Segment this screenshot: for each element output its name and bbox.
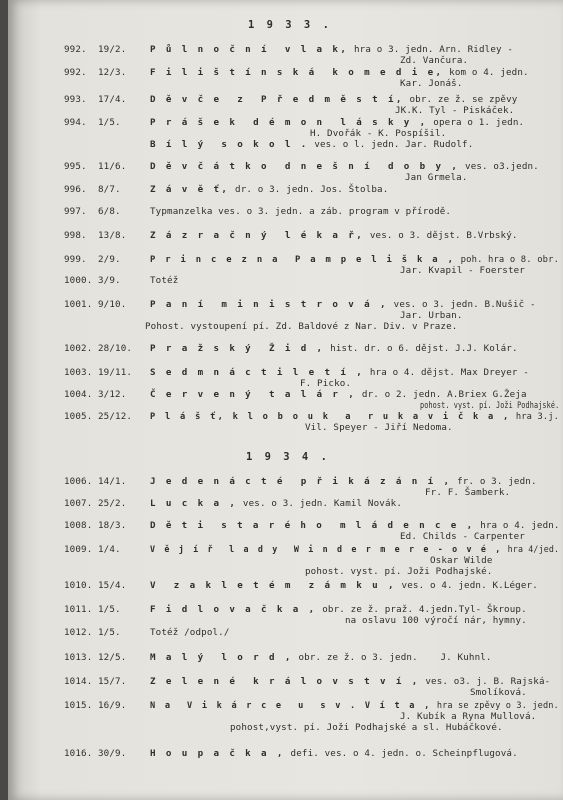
entry-number: 1008. (64, 520, 93, 531)
entry-number: 992. (64, 44, 87, 55)
entry-continuation: Jar. Kvapil - Foerster (400, 265, 525, 276)
entry-details: hra o 4. dějst. Max Dreyer - (364, 367, 529, 378)
entry-title: Z á v ě ť, (150, 184, 230, 195)
entry-continuation: Smolíková. (470, 687, 527, 698)
entry-title: P ů l n o č n í v l a k, (150, 44, 349, 55)
entry-title: P a n í m i n i s t r o v á , (150, 299, 388, 310)
entry-continuation: Pohost. vystoupení pí. Zd. Baldové z Nar. Div. v Praze. (145, 321, 458, 332)
entry-continuation: na oslavu 100 výročí nár, hymny. (345, 615, 527, 626)
entry-title: V ě j í ř l a d y W i n d e r m e r e - o v é , (150, 544, 503, 555)
entry-number: 1015. (64, 700, 93, 711)
entry-row (150, 627, 230, 638)
entry-title: P r a ž s k ý Ž i d , (150, 343, 325, 354)
entry-details: hra 3.j. (510, 411, 559, 422)
entry-continuation: Kar. Jonáš. (400, 78, 463, 89)
entry-number: 999. (64, 254, 87, 265)
entry-number: 1012. (64, 627, 93, 638)
entry-date: 28/10. (98, 343, 133, 354)
entry-date: 6/8. (98, 206, 121, 217)
entry-details: defi. ves. o 4. jedn. o. Scheinpflugová. (284, 748, 518, 759)
entry-continuation: pohost. vyst. pí. Joži Podhajské. (305, 566, 493, 577)
entry-details: fr. o 3. jedn. (451, 476, 537, 487)
entry-details: ves. o 4. jedn. K.Léger. (395, 580, 538, 591)
entry-title: L u c k a , (150, 498, 238, 509)
entry-row (150, 476, 537, 487)
entry-number: 992. (64, 67, 87, 78)
entry-row (150, 299, 536, 310)
entry-number: 995. (64, 161, 87, 172)
entry-number: 1005. (64, 411, 93, 422)
entry-number: 1009. (64, 544, 93, 555)
entry-title: M a l ý l o r d , (150, 652, 293, 663)
entry-continuation: Jar. Urban. (400, 310, 463, 321)
entry-details: ves. o 3. jedn. a záb. program v přírodě. (212, 206, 452, 217)
entry-details: ves. o 3. jedn. Kamil Novák. (237, 498, 403, 509)
entry-title: B í l ý s o k o l . (150, 139, 309, 150)
entry-row (150, 44, 513, 55)
entry-date: 19/2. (98, 44, 127, 55)
year-heading-1933: 1 9 3 3 . (248, 19, 332, 31)
entry-number: 1006. (64, 476, 93, 487)
entry-title: Z á z r a č n ý l é k a ř, (150, 230, 365, 241)
entry-date: 1/4. (98, 544, 121, 555)
entry-number: 997. (64, 206, 87, 217)
entry-row (150, 275, 178, 286)
entry-details: dr. o 2. jedn. A.Briex G.Žeja (356, 389, 527, 400)
entry-continuation: Fr. F. Šamberk. (425, 487, 511, 498)
entry-continuation: F. Picko. (300, 378, 352, 389)
entry-title: P l á š ť, k l o b o u k a r u k a v i č k a , (150, 411, 511, 422)
entry-title: D ě v č á t k o d n e š n í d o b y , (150, 161, 460, 172)
entry-continuation: Oskar Wilde (430, 555, 493, 566)
entry-row (150, 520, 560, 531)
entry-date: 3/12. (98, 389, 127, 400)
entry-number: 1011. (64, 604, 93, 615)
entry-number: 1016. (64, 748, 93, 759)
entry-row (150, 411, 559, 422)
entry-continuation: Vil. Speyer - Jiří Nedoma. (305, 422, 453, 433)
entry-details: hra o 3. jedn. Arn. Ridley - (348, 44, 514, 55)
entry-details: poh. hra o 8. obr. (455, 254, 560, 265)
entry-title: H o u p a č k a , (150, 748, 285, 759)
entry-date: 25/12. (98, 411, 133, 422)
entry-row (150, 676, 550, 687)
entry-title: Typmanzelka (150, 206, 213, 217)
entry-title: Totéž /odpol./ (150, 627, 230, 638)
entry-date: 11/6. (98, 161, 127, 172)
entry-title: Z e l e n é k r á l o v s t v í , (150, 676, 420, 687)
entry-number: 1007. (64, 498, 93, 509)
entry-details: opera o 1. jedn. (427, 117, 525, 128)
entry-title: F i d l o v a č k a , (150, 604, 317, 615)
entry-details: ves. o3.jedn. (459, 161, 539, 172)
entry-row (150, 604, 527, 615)
entry-continuation: pohost,vyst. pí. Joži Podhajské a sl. Hubáčkové. (230, 722, 503, 733)
entry-row (150, 206, 451, 217)
entry-details: obr. ze ž. praž. 4.jedn.Tyl- Škroup. (316, 604, 527, 615)
entry-details: hist. dr. o 6. dějst. J.J. Kolár. (324, 343, 518, 354)
entry-date: 8/7. (98, 184, 121, 195)
entry-date: 30/9. (98, 748, 127, 759)
entry-title: D ě t i s t a r é h o m l á d e n c e , (150, 520, 475, 531)
entry-date: 16/9. (98, 700, 127, 711)
entry-row (150, 230, 518, 241)
entry-title: P r á š e k d é m o n l á s k y , (150, 117, 428, 128)
entry-title: Č e r v e n ý t a l á r , (150, 389, 357, 400)
entry-number: 1014. (64, 676, 93, 687)
entry-title: F i l i š t í n s k á k o m e d i e, (150, 67, 444, 78)
entry-details: kom o 4. jedn. (443, 67, 529, 78)
entry-row (150, 94, 517, 105)
entry-continuation: H. Dvořák - K. Pospíšil. (310, 128, 447, 139)
entry-continuation: Ed. Childs - Carpenter (400, 531, 525, 542)
entry-number: 993. (64, 94, 87, 105)
entry-date: 17/4. (98, 94, 127, 105)
entry-date: 18/3. (98, 520, 127, 531)
entry-number: 1010. (64, 580, 93, 591)
entry-date: 25/2. (98, 498, 127, 509)
entry-number: 998. (64, 230, 87, 241)
entry-continuation: Jan Grmela. (405, 172, 468, 183)
entry-title: P r i n c e z n a P a m p e l i š k a , (150, 254, 456, 265)
entry-date: 3/9. (98, 275, 121, 286)
entry-details: hra o 4. jedn. (474, 520, 560, 531)
entry-row (150, 748, 518, 759)
entry-date: 9/10. (98, 299, 127, 310)
entry-details: ves. o 3. dějst. B.Vrbský. (364, 230, 518, 241)
entry-row (150, 580, 538, 591)
entry-number: 994. (64, 117, 87, 128)
entry-row (150, 117, 524, 128)
year-heading-1934: 1 9 3 4 . (246, 451, 330, 463)
entry-date: 15/4. (98, 580, 127, 591)
entry-number: 1013. (64, 652, 93, 663)
entry-title: V z a k l e t é m z á m k u , (150, 580, 396, 591)
entry-date: 1/5. (98, 604, 121, 615)
entry-date: 19/11. (98, 367, 133, 378)
entry-row (150, 652, 492, 663)
entry-number: 1001. (64, 299, 93, 310)
entry-title: J e d e n á c t é p ř i k á z á n í , (150, 476, 452, 487)
entry-row (150, 139, 473, 150)
entry-details: ves. o l. jedn. Jar. Rudolf. (308, 139, 474, 150)
entry-number: 1002. (64, 343, 93, 354)
entry-number: 1004. (64, 389, 93, 400)
entry-details: obr. ze ž. se zpěvy (403, 94, 518, 105)
entry-row (150, 367, 529, 378)
entry-title: N a V i k á r c e u s v . V í t a , (150, 700, 432, 711)
entry-details: hra se zpěvy o 3. jedn. (431, 700, 559, 711)
entry-continuation: J. Kubík a Ryna Mullová. (400, 711, 537, 722)
entry-continuation: Zd. Vančura. (400, 55, 469, 66)
entry-title: S e d m n á c t i l e t í , (150, 367, 365, 378)
entry-date: 2/9. (98, 254, 121, 265)
entry-details: dr. o 3. jedn. Jos. Štolba. (229, 184, 389, 195)
entry-number: 996. (64, 184, 87, 195)
entry-details: hra 4/jed. (502, 544, 560, 555)
entry-date: 1/5. (98, 117, 121, 128)
entry-date: 12/5. (98, 652, 127, 663)
entry-date: 12/3. (98, 67, 127, 78)
entry-date: 15/7. (98, 676, 127, 687)
document-page (8, 0, 563, 800)
entry-date: 14/1. (98, 476, 127, 487)
entry-details: ves. o3. j. B. Rajská- (419, 676, 551, 687)
entry-row (150, 161, 539, 172)
entry-date: 1/5. (98, 627, 121, 638)
entry-continuation: JK.K. Tyl - Piskáček. (395, 105, 515, 116)
entry-row (150, 254, 559, 265)
entry-title: D ě v č e z P ř e d m ě s t í, (150, 94, 404, 105)
entry-number: 1000. (64, 275, 93, 286)
entry-row (150, 184, 388, 195)
entry-row (150, 498, 402, 509)
entry-row (150, 544, 559, 555)
entry-row (150, 700, 559, 711)
entry-title: Totéž (150, 275, 179, 286)
entry-continuation: pohost. vyst. pí. Joži Podhajské. (420, 400, 560, 411)
entry-row (150, 343, 518, 354)
entry-details: ves. o 3. jedn. B.Nušič - (387, 299, 536, 310)
entry-date: 13/8. (98, 230, 127, 241)
entry-row (150, 389, 527, 400)
entry-row (150, 67, 529, 78)
entry-number: 1003. (64, 367, 93, 378)
entry-details: obr. ze ž. o 3. jedn. J. Kuhnl. (292, 652, 492, 663)
